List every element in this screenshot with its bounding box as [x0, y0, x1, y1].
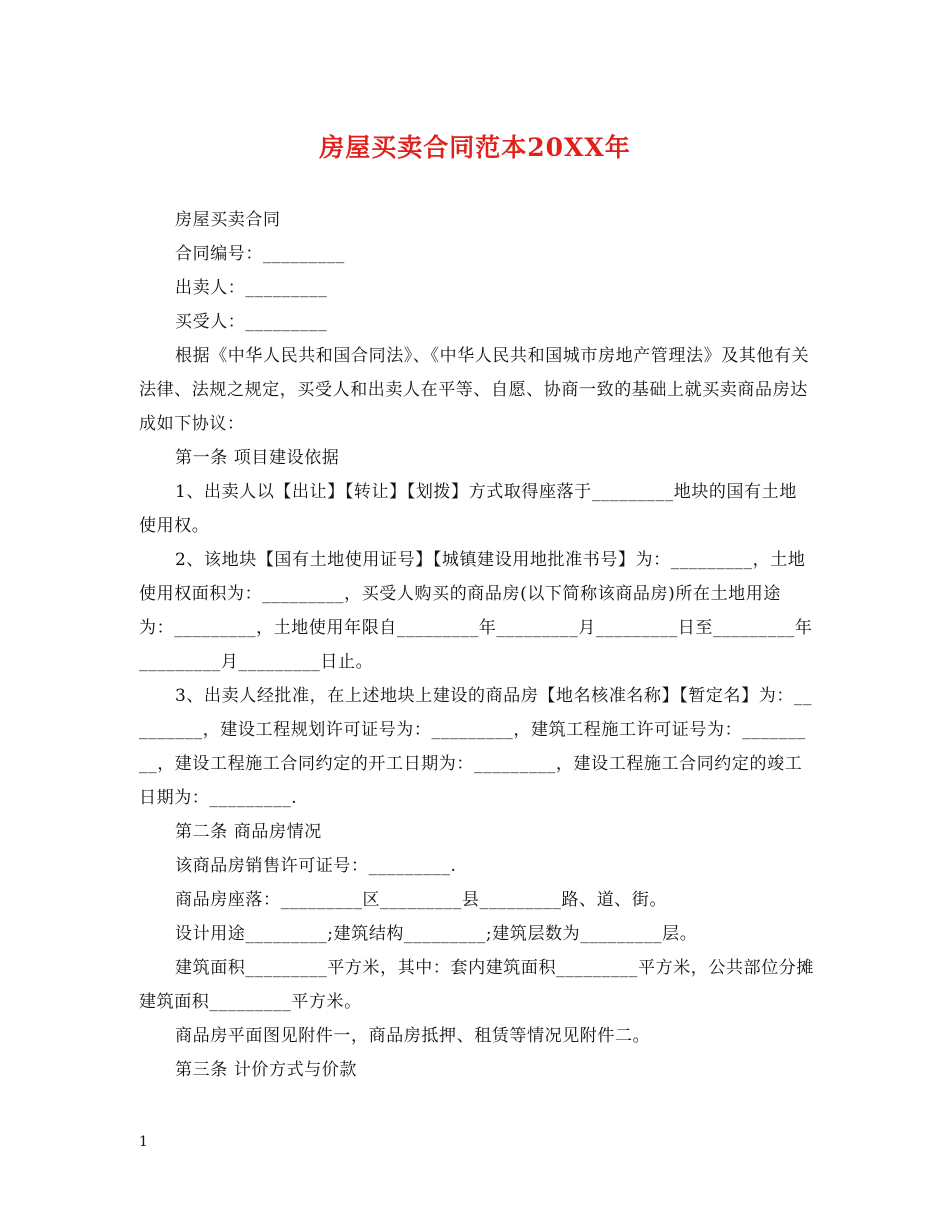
paragraph-sales-permit: 该商品房销售许可证号：_________. [175, 856, 457, 876]
paragraph-contract-heading: 房屋买卖合同 [175, 210, 281, 230]
paragraph-article-1-item-3: 3、出卖人经批准，在上述地块上建设的商品房【地名核准名称】【暂定名】为：_________，建设工程规划许可证号为：_________，建筑工程施工许可证号为：_________，建设工程施工合同约定的开工日期为：_________，建设工程施工合同约定的竣工日期为：_________. [139, 686, 813, 808]
section-heading-article-2: 第二条 商品房情况 [175, 822, 322, 842]
paragraph-article-1-item-2: 2、该地块【国有土地使用证号】【城镇建设用地批准书号】为：_________，土地使用权面积为：_________，买受人购买的商品房(以下简称该商品房)所在土地用途为：_________，土地使用年限自_________年_________月_________日至_________年 _________月_________日止。 [139, 550, 813, 672]
document-body [139, 203, 814, 1087]
paragraph-contract-number: 合同编号：_________ [175, 244, 345, 264]
paragraph-buyer: 买受人：_________ [175, 312, 328, 332]
paragraph-building-area: 建筑面积_________平方米，其中：套内建筑面积_________平方米，公共部位分摊建筑面积_________平方米。 [139, 958, 814, 1012]
paragraph-seller: 出卖人：_________ [175, 278, 328, 298]
document-title: 房屋买卖合同范本20XX年 [319, 133, 631, 162]
section-heading-article-1: 第一条 项目建设依据 [175, 448, 340, 468]
paragraph-article-1-item-1: 1、出卖人以【出让】【转让】【划拨】方式取得座落于_________地块的国有土地使用权。 [139, 482, 797, 536]
section-heading-article-3: 第三条 计价方式与价款 [175, 1060, 358, 1080]
paragraph-attachments: 商品房平面图见附件一，商品房抵押、租赁等情况见附件二。 [175, 1026, 651, 1046]
paragraph-location: 商品房座落：_________区_________县_________路、道、街。 [175, 890, 668, 910]
paragraph-preamble: 根据《中华人民共和国合同法》、《中华人民共和国城市房地产管理法》及其他有关法律、法规之规定，买受人和出卖人在平等、自愿、协商一致的基础上就买卖商品房达成如下协议： [139, 346, 810, 434]
page-number: 1 [139, 1134, 148, 1150]
paragraph-design-usage: 设计用途_________;建筑结构_________;建筑层数为_________层。 [175, 924, 698, 944]
